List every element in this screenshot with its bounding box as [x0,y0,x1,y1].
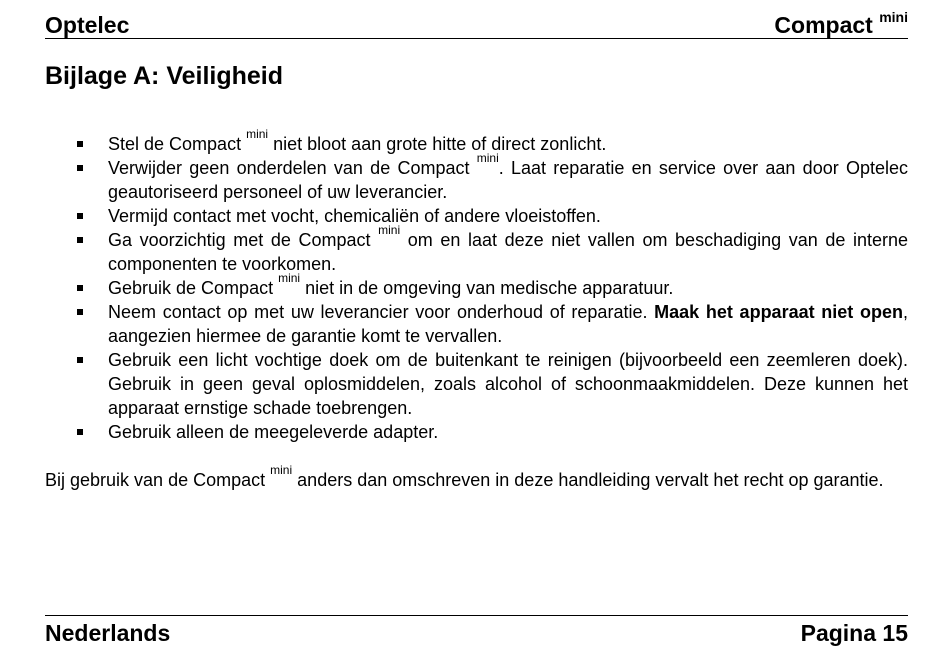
footer-language: Nederlands [45,620,171,646]
list-item: Gebruik de Compact $^{mini}$ niet in de omgeving van medische apparatuur. [45,276,908,300]
list-item: Ga voorzichtig met de Compact $^{mini}$ om en laat deze niet vallen om beschadiging van de interne componenten te voorkomen. [45,228,908,276]
page-header [45,6,908,39]
bullet-square-icon [77,165,83,171]
list-item: Neem contact op met uw leverancier voor onderhoud of reparatie. Maak het apparaat niet open, aangezien hiermee de garantie komt te vervallen. [45,300,908,348]
bullet-square-icon [77,213,83,219]
list-item: Verwijder geen onderdelen van de Compact $^{mini}$. Laat reparatie en service over aan door Optelec geautoriseerd personeel of uw leverancier. [45,156,908,204]
bullet-square-icon [77,429,83,435]
bullet-square-icon [77,285,83,291]
list-item: Vermijd contact met vocht, chemicaliën of andere vloeistoffen. [45,204,908,228]
page-footer [45,615,908,648]
list-item: Gebruik een licht vochtige doek om de buitenkant te reinigen (bijvoorbeeld een zeemleren doek). Gebruik in geen geval oplosmiddelen, zoals alcohol of schoonmaakmiddelen. Deze kunnen het apparaat ernstige schade toebrengen. [45,348,908,420]
page-title: Bijlage A: Veiligheid [45,62,284,90]
safety-list [45,127,909,444]
warranty-note: Bij gebruik van de Compact $^{mini}$ anders dan omschreven in deze handleiding vervalt het recht op garantie. [45,463,884,490]
bullet-square-icon [77,141,83,147]
header-product-sup: mini [879,9,908,25]
list-item: Gebruik alleen de meegeleverde adapter. [45,420,908,444]
bullet-square-icon [77,309,83,315]
warning-bold-text: Maak het apparaat niet open [654,302,903,322]
header-product [774,9,908,39]
bullet-square-icon [77,237,83,243]
header-brand: Optelec [45,12,130,38]
bullet-square-icon [77,357,83,363]
list-item: Stel de Compact $^{mini}$ niet bloot aan grote hitte of direct zonlicht. [45,132,908,156]
page-number: Pagina 15 [800,620,908,646]
header-product-name: Compact [774,12,873,38]
